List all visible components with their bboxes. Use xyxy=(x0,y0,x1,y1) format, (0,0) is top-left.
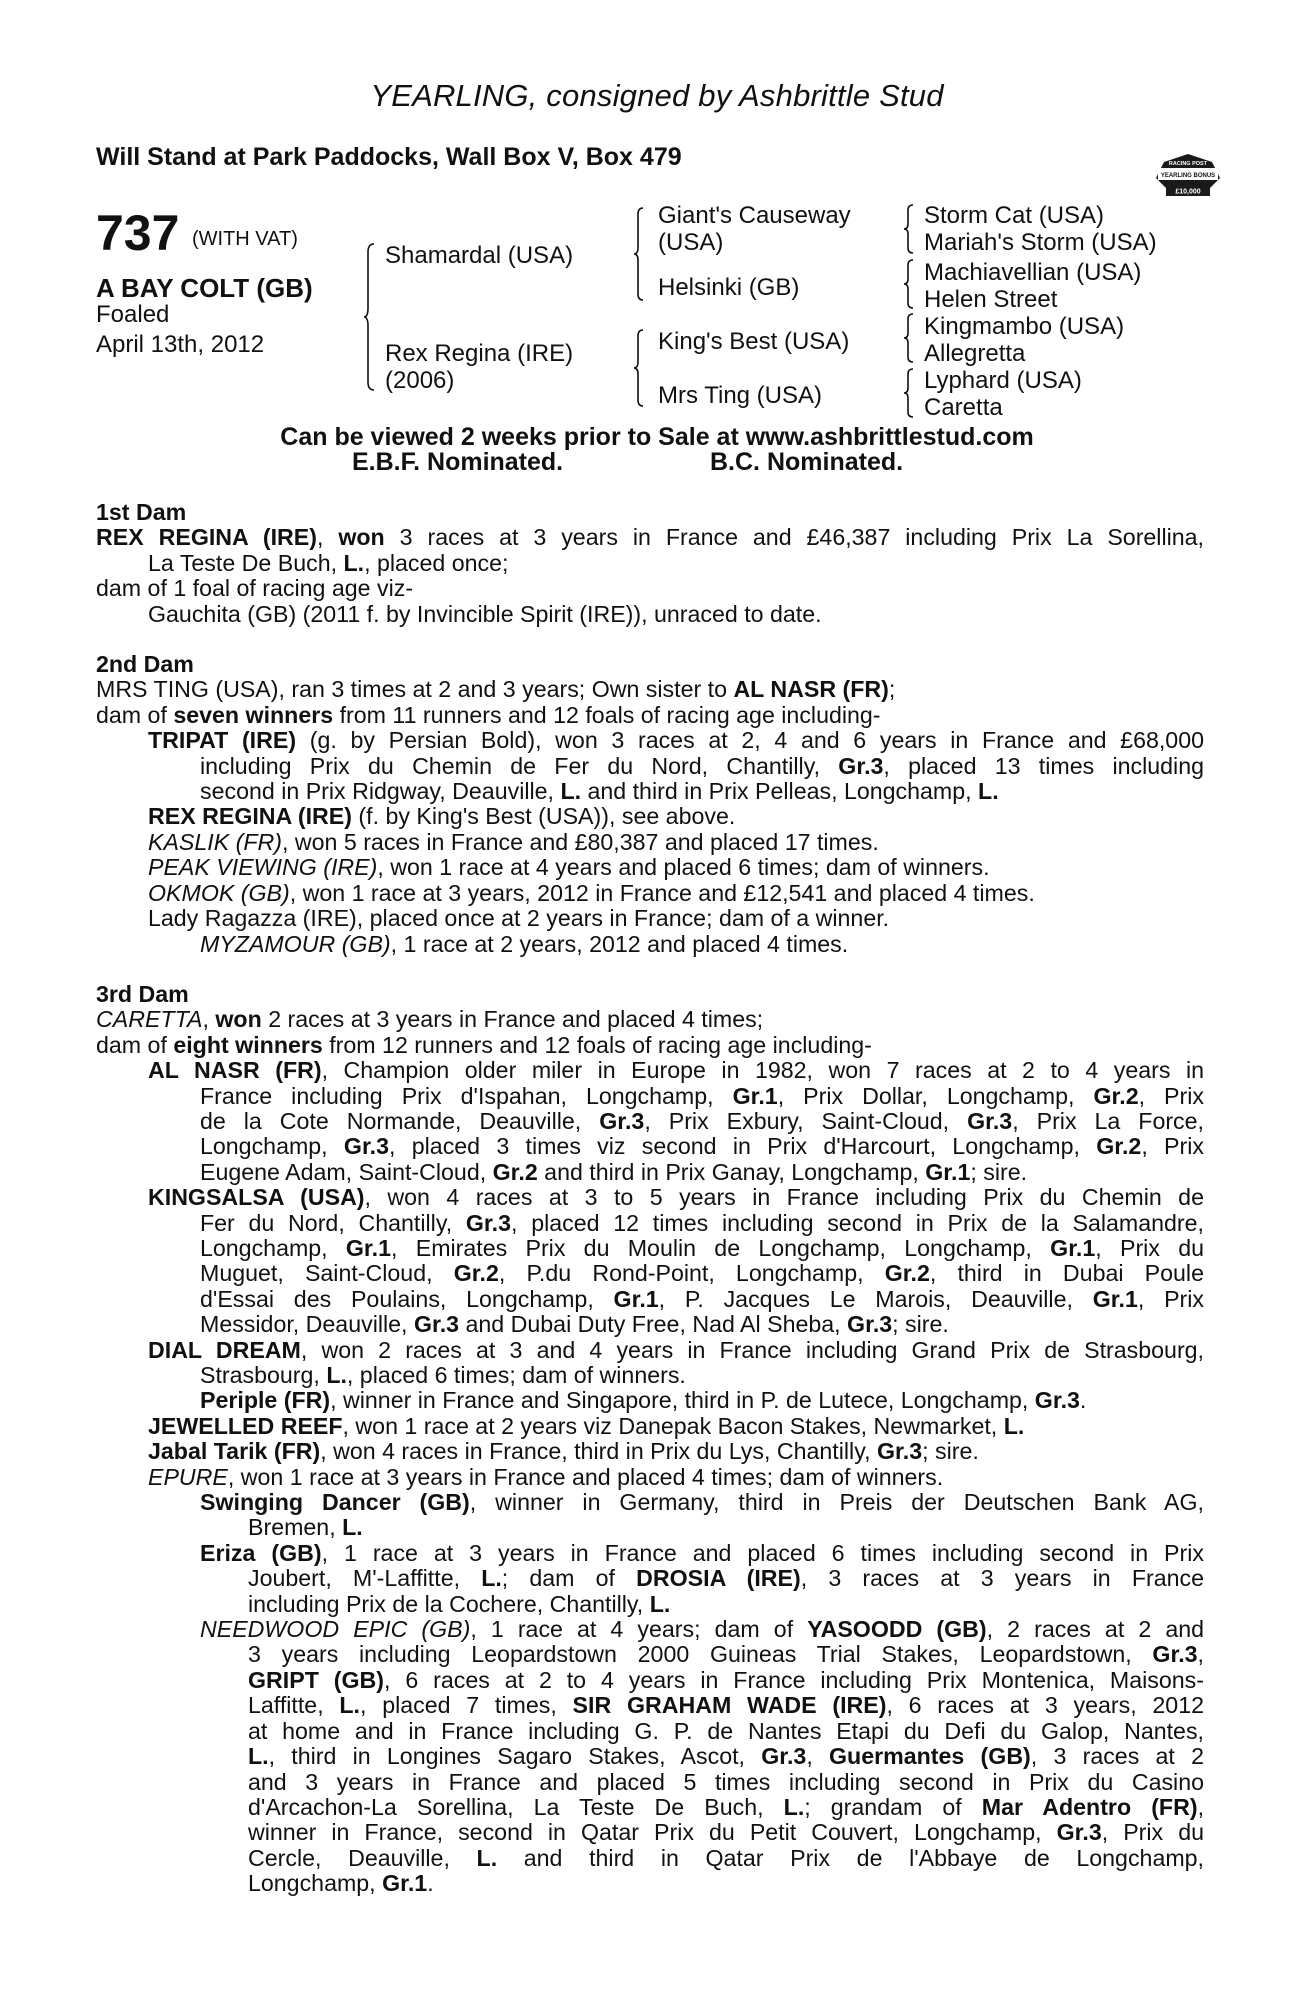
yearling-bonus-badge xyxy=(1150,148,1226,200)
pedigree-dsd: Allegretta xyxy=(924,340,1026,367)
pedigree-brace-ds xyxy=(902,312,916,364)
pedigree-brace-dam xyxy=(632,328,646,408)
pedigree-dam xyxy=(385,340,573,394)
third-dam-line: EPURE, won 1 race at 3 years in France and placed 4 times; dam of winners. xyxy=(148,1463,944,1490)
third-dam-line: winner in France, second in Qatar Prix du Petit Couvert, Longchamp, Gr.3, Prix du xyxy=(248,1819,1204,1846)
third-dam-line: DIAL DREAM, won 2 races at 3 and 4 years in France including Grand Prix de Strasbourg, xyxy=(148,1336,1204,1363)
second-dam-line: MYZAMOUR (GB), 1 race at 2 years, 2012 and placed 4 times. xyxy=(200,930,849,957)
third-dam-line: 3 years including Leopardstown 2000 Guineas Trial Stakes, Leopardstown, Gr.3, xyxy=(248,1641,1204,1668)
pedigree-sire-dam: Helsinki (GB) xyxy=(658,274,800,301)
pedigree-ddd: Caretta xyxy=(924,394,1003,421)
first-dam-line: REX REGINA (IRE), won 3 races at 3 years in France and £46,387 including Prix La Sorellina, xyxy=(96,524,1204,551)
second-dam-line: TRIPAT (IRE) (g. by Persian Bold), won 3 races at 2, 4 and 6 years in France and £68,000 xyxy=(148,727,1204,754)
third-dam-line: d'Arcachon-La Sorellina, La Teste De Buch, L.; grandam of Mar Adentro (FR), xyxy=(248,1793,1205,1820)
foaled-info xyxy=(96,300,264,360)
third-dam-line: AL NASR (FR), Champion older miler in Europe in 1982, won 7 races at 2 to 4 years in xyxy=(148,1057,1204,1084)
lot-number: 737 xyxy=(96,205,180,261)
second-dam-line: OKMOK (GB), won 1 race at 3 years, 2012 in France and £12,541 and placed 4 times. xyxy=(148,879,1035,906)
ebf-nomination: E.B.F. Nominated. xyxy=(352,448,564,476)
pedigree-dam-year: (2006) xyxy=(385,367,455,394)
second-dam-line: PEAK VIEWING (IRE), won 1 race at 4 years and placed 6 times; dam of winners. xyxy=(148,854,990,881)
second-dam-line: MRS TING (USA), ran 3 times at 2 and 3 years; Own sister to AL NASR (FR); xyxy=(96,676,896,703)
first-dam-line: La Teste De Buch, L., placed once; xyxy=(148,549,509,576)
third-dam-line: Bremen, L. xyxy=(248,1514,363,1541)
second-dam-line: dam of seven winners from 11 runners and 12 foals of racing age including- xyxy=(96,701,881,728)
pedigree-brace-sire xyxy=(632,206,646,302)
third-dam-line: GRIPT (GB), 6 races at 2 to 4 years in France including Prix Montenica, Maisons- xyxy=(248,1666,1204,1693)
badge-top-text: RACING POST xyxy=(1168,161,1208,167)
third-dam-line: JEWELLED REEF, won 1 race at 2 years viz Danepak Bacon Stakes, Newmarket, L. xyxy=(148,1412,1025,1439)
pedigree-sdd: Helen Street xyxy=(924,286,1058,313)
third-dam-line: Messidor, Deauville, Gr.3 and Dubai Duty Free, Nad Al Sheba, Gr.3; sire. xyxy=(200,1311,949,1338)
third-dam-line: Fer du Nord, Chantilly, Gr.3, placed 12 times including second in Prix de la Salamandre, xyxy=(200,1209,1204,1236)
vat-label: (WITH VAT) xyxy=(192,228,298,250)
pedigree-brace-main xyxy=(362,242,378,392)
third-dam-line: Laffitte, L., placed 7 times, SIR GRAHAM WADE (IRE), 6 races at 3 years, 2012 xyxy=(248,1692,1204,1719)
third-dam-line: KINGSALSA (USA), won 4 races at 3 to 5 years in France including Prix du Chemin de xyxy=(148,1184,1204,1211)
horse-description: A BAY COLT (GB) xyxy=(96,273,313,303)
third-dam-line: at home and in France including G. P. de Nantes Etapi du Defi du Galop, Nantes, xyxy=(248,1717,1204,1744)
second-dam-line: second in Prix Ridgway, Deauville, L. and third in Prix Pelleas, Longchamp, L. xyxy=(200,778,999,805)
badge-amount-text: £10,000 xyxy=(1175,188,1201,196)
pedigree-sire-sire xyxy=(658,202,851,256)
page-title: YEARLING, consigned by Ashbrittle Stud xyxy=(370,78,944,113)
third-dam-line: Longchamp, Gr.1. xyxy=(248,1870,434,1897)
third-dam-line: d'Essai des Poulains, Longchamp, Gr.1, P. Jacques Le Marois, Deauville, Gr.1, Prix xyxy=(200,1285,1204,1312)
third-dam-line: France including Prix d'Ispahan, Longchamp, Gr.1, Prix Dollar, Longchamp, Gr.2, Prix xyxy=(200,1082,1204,1109)
pedigree-brace-sd xyxy=(902,258,916,310)
section-second-dam: 2nd Dam xyxy=(96,651,194,678)
third-dam-line: Eriza (GB), 1 race at 3 years in France and placed 6 times including second in Prix xyxy=(200,1539,1204,1566)
pedigree-dam-dam: Mrs Ting (USA) xyxy=(658,382,823,409)
section-third-dam: 3rd Dam xyxy=(96,980,189,1007)
pedigree-sss: Storm Cat (USA) xyxy=(924,202,1105,229)
second-dam-line: including Prix du Chemin de Fer du Nord, Chantilly, Gr.3, placed 13 times including xyxy=(200,752,1204,779)
pedigree-sire-sire-country: (USA) xyxy=(658,229,724,256)
second-dam-line: Lady Ragazza (IRE), placed once at 2 years in France; dam of a winner. xyxy=(148,905,890,932)
pedigree-brace-dd xyxy=(902,367,916,419)
third-dam-line: Periple (FR), winner in France and Singapore, third in P. de Lutece, Longchamp, Gr.3. xyxy=(200,1387,1087,1414)
pedigree-dds: Lyphard (USA) xyxy=(924,367,1082,394)
third-dam-line: CARETTA, won 2 races at 3 years in France and placed 4 times; xyxy=(96,1006,764,1033)
third-dam-line: de la Cote Normande, Deauville, Gr.3, Prix Exbury, Saint-Cloud, Gr.3, Prix La Force, xyxy=(200,1107,1204,1134)
bc-nomination: B.C. Nominated. xyxy=(710,448,904,476)
pedigree-ssd: Mariah's Storm (USA) xyxy=(924,229,1157,256)
second-dam-line: REX REGINA (IRE) (f. by King's Best (USA)), see above. xyxy=(148,803,736,830)
third-dam-line: including Prix de la Cochere, Chantilly, L. xyxy=(248,1590,671,1617)
catalogue-body xyxy=(96,500,1204,1897)
third-dam-line: NEEDWOOD EPIC (GB), 1 race at 4 years; dam of YASOODD (GB), 2 races at 2 and xyxy=(200,1616,1205,1643)
second-dam-line: KASLIK (FR), won 5 races in France and £80,387 and placed 17 times. xyxy=(148,828,879,855)
third-dam-line: dam of eight winners from 12 runners and 12 foals of racing age including- xyxy=(96,1031,872,1058)
pedigree-dss: Kingmambo (USA) xyxy=(924,313,1125,340)
first-dam-line: Gauchita (GB) (2011 f. by Invincible Spirit (IRE)), unraced to date. xyxy=(148,600,822,627)
third-dam-line: L., third in Longines Sagaro Stakes, Ascot, Gr.3, Guermantes (GB), 3 races at 2 xyxy=(248,1743,1204,1770)
badge-mid-text: YEARLING BONUS xyxy=(1160,173,1216,179)
third-dam-line: Strasbourg, L., placed 6 times; dam of winners. xyxy=(200,1362,686,1388)
third-dam-line: Longchamp, Gr.1, Emirates Prix du Moulin de Longchamp, Longchamp, Gr.1, Prix du xyxy=(200,1234,1204,1261)
pedigree-dam-sire: King's Best (USA) xyxy=(658,328,850,355)
third-dam-line: Jabal Tarik (FR), won 4 races in France, third in Prix du Lys, Chantilly, Gr.3; sire. xyxy=(148,1438,979,1465)
third-dam-line: and 3 years in France and placed 5 times including second in Prix du Casino xyxy=(248,1768,1204,1795)
pedigree-sire-sire-name: Giant's Causeway xyxy=(658,202,851,229)
pedigree-sire: Shamardal (USA) xyxy=(385,242,574,269)
third-dam-line: Longchamp, Gr.3, placed 3 times viz second in Prix d'Harcourt, Longchamp, Gr.2, Prix xyxy=(200,1133,1204,1160)
pedigree-brace-ss xyxy=(902,203,916,255)
third-dam-line: Cercle, Deauville, L. and third in Qatar Prix de l'Abbaye de Longchamp, xyxy=(248,1844,1204,1871)
first-dam-line: dam of 1 foal of racing age viz- xyxy=(96,575,414,602)
third-dam-line: Muguet, Saint-Cloud, Gr.2, P.du Rond-Point, Longchamp, Gr.2, third in Dubai Poule xyxy=(200,1260,1204,1287)
stand-location: Will Stand at Park Paddocks, Wall Box V, Box 479 xyxy=(96,143,682,171)
foaled-label: Foaled xyxy=(96,301,170,328)
section-first-dam: 1st Dam xyxy=(96,499,187,525)
foaled-date: April 13th, 2012 xyxy=(96,331,265,358)
third-dam-line: Joubert, M'-Laffitte, L.; dam of DROSIA (IRE), 3 races at 3 years in France xyxy=(248,1565,1204,1592)
pedigree-dam-name: Rex Regina (IRE) xyxy=(385,340,574,367)
pedigree-sds: Machiavellian (USA) xyxy=(924,259,1142,286)
viewing-note: Can be viewed 2 weeks prior to Sale at www.ashbrittlestud.com xyxy=(280,423,1034,451)
third-dam-line: Eugene Adam, Saint-Cloud, Gr.2 and third in Prix Ganay, Longchamp, Gr.1; sire. xyxy=(200,1158,1028,1185)
third-dam-line: Swinging Dancer (GB), winner in Germany, third in Preis der Deutschen Bank AG, xyxy=(200,1489,1204,1516)
